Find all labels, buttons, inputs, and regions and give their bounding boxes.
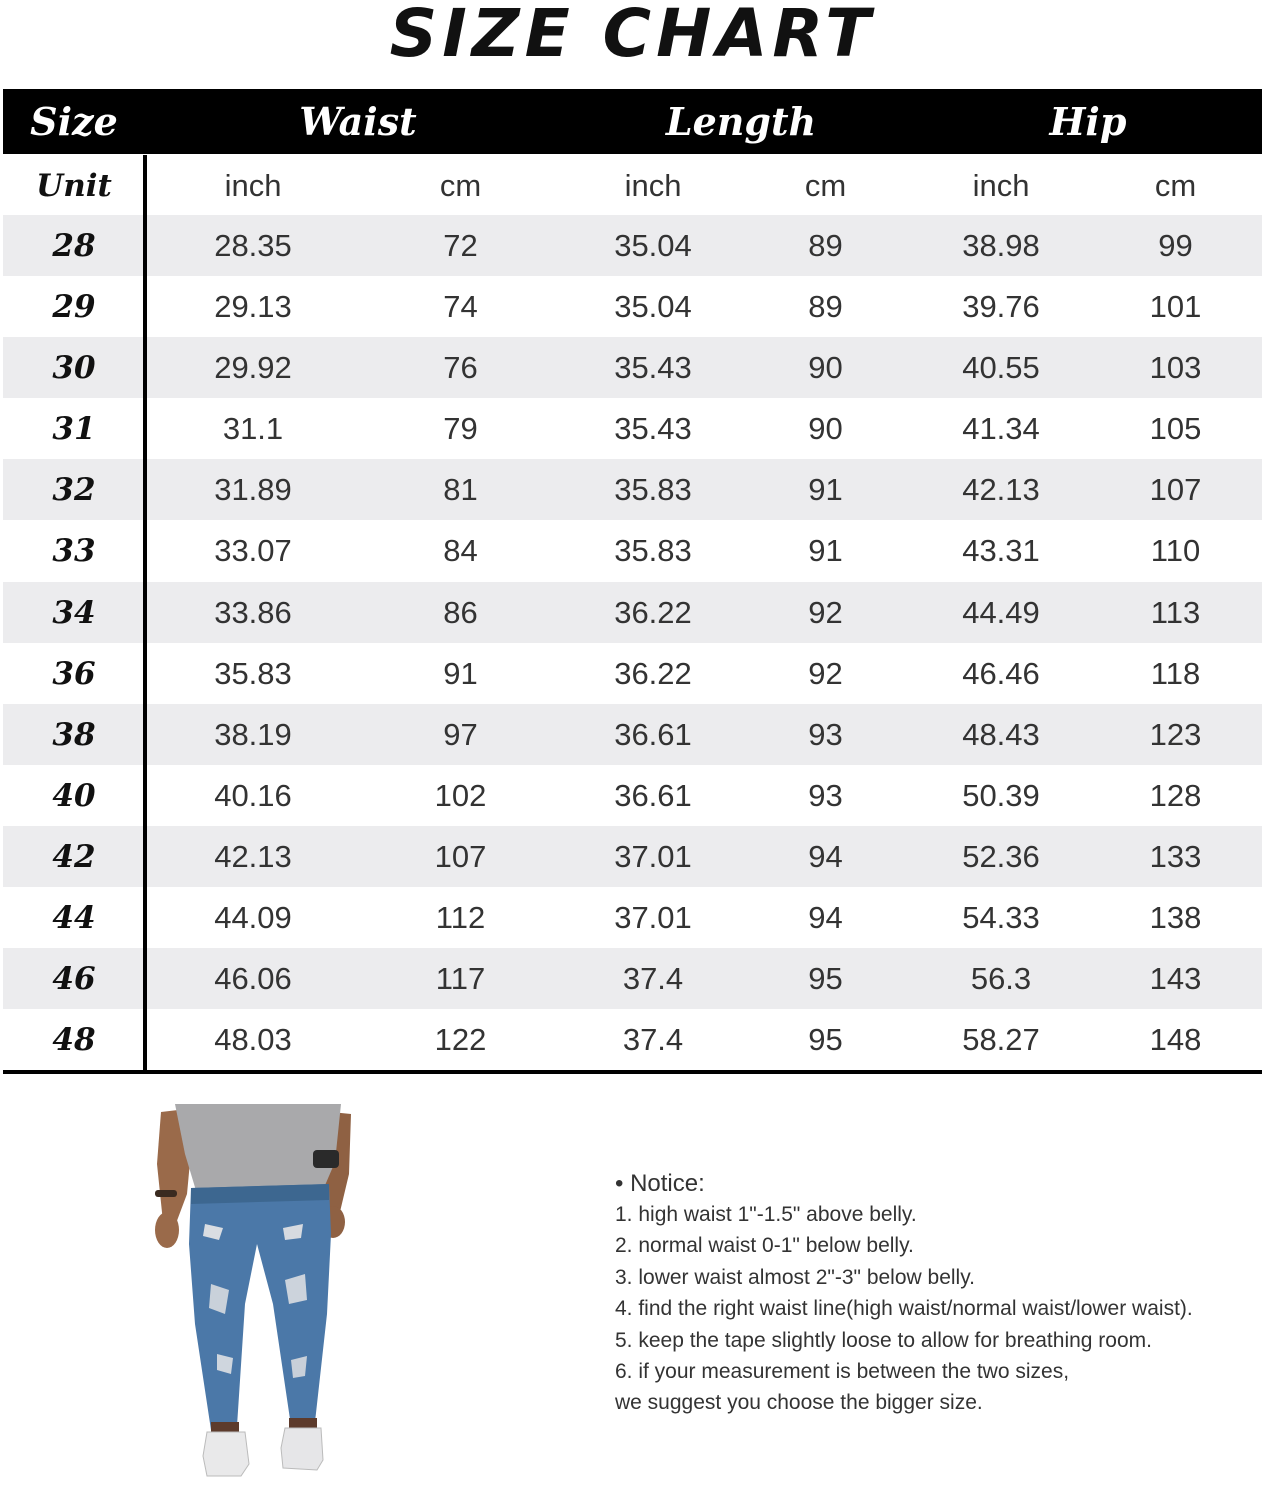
cell-length-cm: 92	[808, 655, 843, 691]
cell-waist-inch: 28.35	[214, 228, 292, 263]
cell-size: 42	[52, 838, 96, 875]
cell-waist-cm: 86	[443, 594, 478, 630]
table-row	[3, 276, 1262, 337]
cell-length-inch: 35.43	[614, 411, 692, 447]
cell-size: 32	[52, 472, 96, 509]
notice-line: 5. keep the tape slightly loose to allow for breathing room.	[615, 1328, 1152, 1352]
column-divider	[143, 155, 147, 1073]
cell-hip-cm: 148	[1149, 1022, 1202, 1058]
cell-hip-cm: 138	[1149, 900, 1202, 936]
cell-hip-inch: 52.36	[962, 838, 1040, 874]
cell-waist-cm: 112	[435, 900, 486, 936]
cell-length-inch: 35.83	[614, 533, 692, 569]
unit-waist-inch: inch	[224, 168, 282, 203]
cell-waist-inch: 48.03	[214, 1022, 292, 1058]
cell-hip-inch: 40.55	[962, 350, 1040, 386]
cell-waist-inch: 33.86	[214, 594, 292, 630]
cell-hip-cm: 133	[1149, 838, 1202, 874]
cell-hip-inch: 58.27	[962, 1022, 1040, 1058]
notice-heading: • Notice:	[615, 1170, 705, 1197]
cell-length-cm: 95	[808, 1022, 843, 1058]
cell-hip-cm: 99	[1158, 228, 1193, 263]
cell-length-inch: 37.01	[614, 900, 692, 936]
cell-hip-cm: 123	[1149, 716, 1202, 752]
cell-length-cm: 91	[808, 533, 843, 569]
cell-length-cm: 95	[808, 961, 843, 997]
cell-waist-cm: 107	[434, 838, 487, 874]
cell-waist-inch: 38.19	[214, 716, 292, 752]
cell-length-cm: 94	[808, 838, 843, 874]
cell-size: 38	[52, 716, 96, 753]
cell-waist-cm: 81	[443, 472, 478, 508]
cell-length-inch: 36.61	[614, 716, 692, 752]
table-row	[3, 948, 1262, 1009]
cell-size: 28	[52, 228, 96, 264]
cell-waist-inch: 44.09	[214, 900, 292, 936]
page-title: SIZE CHART	[389, 0, 876, 72]
cell-waist-cm: 84	[443, 533, 478, 569]
table-header	[3, 89, 1262, 154]
cell-hip-cm: 103	[1149, 350, 1202, 386]
header-length: Length	[665, 99, 817, 144]
table-row	[3, 887, 1262, 948]
unit-label: Unit	[36, 168, 112, 204]
cell-length-inch: 35.43	[614, 350, 692, 386]
table-bottom-rule	[3, 1070, 1262, 1074]
cell-size: 29	[52, 289, 96, 326]
table-row	[3, 826, 1262, 887]
unit-waist-cm: cm	[439, 168, 482, 203]
cell-waist-cm: 117	[435, 961, 486, 997]
cell-length-inch: 37.4	[622, 1022, 684, 1058]
model-jeans-image	[145, 1104, 365, 1500]
cell-hip-inch: 48.43	[962, 716, 1040, 752]
unit-length-inch: inch	[624, 168, 682, 203]
notice-line: 4. find the right waist line(high waist/normal waist/lower waist).	[615, 1297, 1193, 1321]
cell-waist-cm: 122	[434, 1022, 487, 1058]
notice-block	[615, 1168, 1255, 1419]
cell-length-inch: 35.04	[614, 228, 692, 263]
table-row	[3, 704, 1262, 765]
header-waist: Waist	[299, 99, 417, 144]
unit-hip-inch: inch	[972, 168, 1030, 203]
table-row	[3, 1009, 1262, 1070]
cell-length-cm: 92	[808, 594, 843, 630]
cell-length-inch: 37.4	[622, 961, 684, 997]
cell-waist-inch: 29.92	[214, 350, 292, 386]
cell-waist-inch: 42.13	[214, 838, 292, 874]
cell-waist-inch: 46.06	[214, 961, 292, 997]
cell-hip-cm: 101	[1149, 289, 1202, 325]
cell-hip-cm: 110	[1150, 533, 1201, 569]
cell-size: 31	[52, 411, 96, 448]
table-row	[3, 520, 1262, 581]
cell-hip-inch: 56.3	[970, 961, 1032, 997]
cell-length-cm: 94	[808, 900, 843, 936]
size-table-body	[3, 215, 1262, 1070]
cell-hip-inch: 50.39	[962, 777, 1040, 813]
cell-length-inch: 36.22	[614, 594, 692, 630]
cell-length-cm: 90	[808, 350, 843, 386]
cell-length-inch: 37.01	[614, 838, 692, 874]
header-size: Size	[30, 99, 118, 144]
cell-length-cm: 91	[808, 472, 843, 508]
cell-waist-cm: 76	[443, 350, 478, 386]
cell-waist-inch: 29.13	[214, 289, 292, 325]
cell-length-inch: 35.83	[614, 472, 692, 508]
cell-size: 33	[52, 533, 96, 570]
cell-hip-cm: 113	[1150, 594, 1201, 630]
cell-size: 36	[52, 655, 96, 692]
table-row	[3, 337, 1262, 398]
cell-hip-inch: 44.49	[962, 594, 1040, 630]
cell-hip-inch: 43.31	[962, 533, 1040, 569]
cell-hip-inch: 42.13	[962, 472, 1040, 508]
cell-size: 34	[52, 594, 96, 631]
table-row	[3, 459, 1262, 520]
notice-line: 2. normal waist 0-1" below belly.	[615, 1234, 914, 1258]
cell-waist-inch: 31.1	[222, 411, 284, 447]
cell-length-inch: 36.61	[614, 777, 692, 813]
cell-length-cm: 90	[808, 411, 843, 447]
cell-hip-inch: 46.46	[962, 655, 1040, 691]
cell-hip-inch: 41.34	[962, 411, 1040, 447]
table-row	[3, 582, 1262, 643]
notice-line: 3. lower waist almost 2"-3" below belly.	[615, 1265, 975, 1289]
cell-hip-cm: 105	[1149, 411, 1202, 447]
cell-hip-cm: 143	[1149, 961, 1202, 997]
cell-length-cm: 93	[808, 777, 843, 813]
unit-length-cm: cm	[804, 168, 847, 203]
cell-waist-inch: 40.16	[214, 777, 292, 813]
cell-length-inch: 35.04	[614, 289, 692, 325]
notice-line: we suggest you choose the bigger size.	[615, 1391, 983, 1415]
cell-waist-inch: 35.83	[214, 655, 292, 691]
cell-waist-cm: 79	[443, 411, 478, 447]
cell-hip-cm: 107	[1149, 472, 1202, 508]
cell-size: 48	[52, 1022, 96, 1059]
cell-waist-cm: 91	[443, 655, 478, 691]
cell-size: 40	[52, 777, 96, 814]
cell-waist-cm: 102	[434, 777, 487, 813]
cell-hip-inch: 38.98	[962, 228, 1040, 263]
cell-length-inch: 36.22	[614, 655, 692, 691]
cell-size: 46	[52, 961, 96, 998]
notice-line: 6. if your measurement is between the two sizes,	[615, 1360, 1070, 1384]
cell-length-cm: 93	[808, 716, 843, 752]
cell-hip-inch: 39.76	[962, 289, 1040, 325]
cell-length-cm: 89	[808, 228, 843, 263]
cell-waist-inch: 31.89	[214, 472, 292, 508]
table-row	[3, 643, 1262, 704]
cell-waist-cm: 72	[443, 228, 478, 263]
table-row	[3, 398, 1262, 459]
table-row	[3, 215, 1262, 276]
cell-size: 44	[52, 900, 96, 937]
cell-length-cm: 89	[808, 289, 843, 325]
cell-hip-cm: 128	[1149, 777, 1202, 813]
table-row	[3, 765, 1262, 826]
cell-waist-cm: 97	[443, 716, 478, 752]
unit-hip-cm: cm	[1154, 168, 1197, 203]
cell-hip-cm: 118	[1150, 655, 1201, 691]
notice-line: 1. high waist 1"-1.5" above belly.	[615, 1203, 917, 1226]
header-hip: Hip	[1049, 99, 1127, 144]
cell-waist-inch: 33.07	[214, 533, 292, 569]
unit-row	[3, 155, 1262, 215]
cell-size: 30	[52, 350, 96, 387]
cell-waist-cm: 74	[443, 289, 478, 325]
cell-hip-inch: 54.33	[962, 900, 1040, 936]
